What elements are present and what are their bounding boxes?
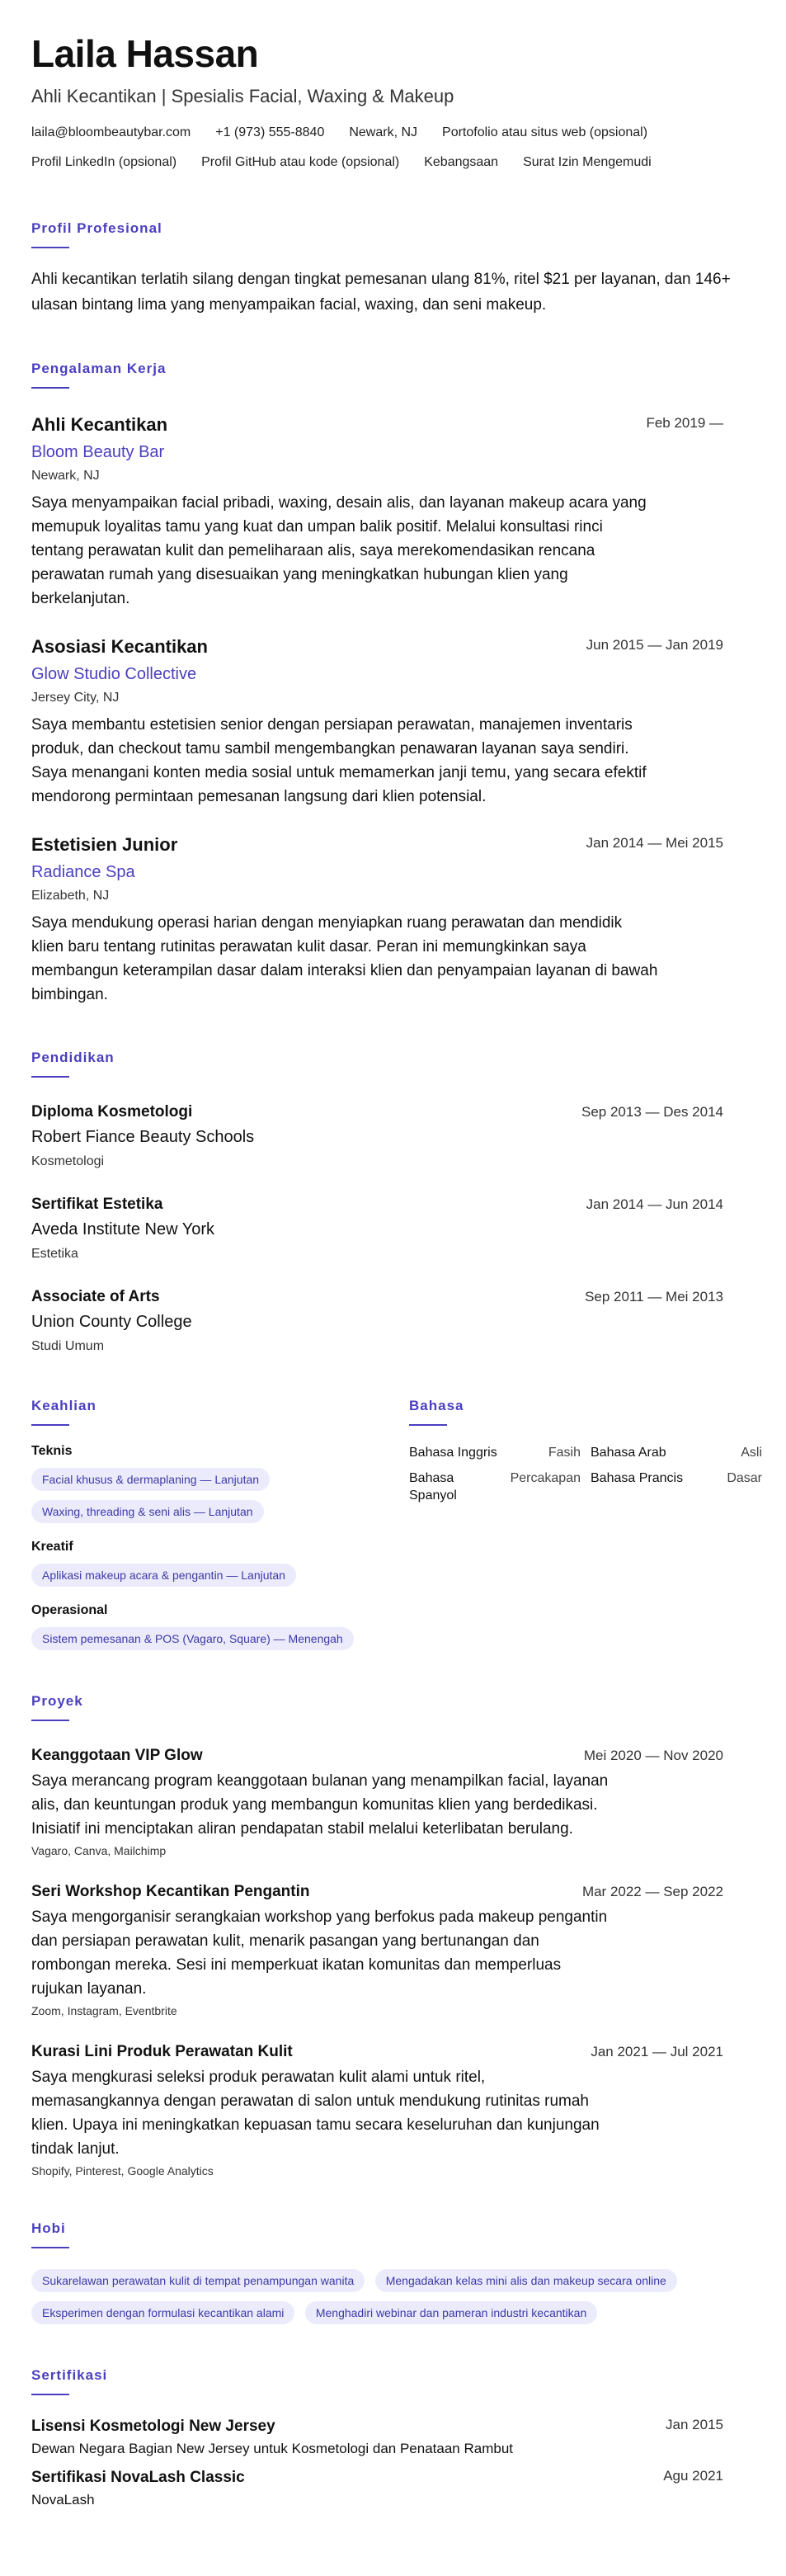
education-entry bbox=[31, 1102, 755, 1170]
skill-category-operational: Operasional bbox=[31, 1603, 108, 1617]
profile-section bbox=[31, 220, 755, 318]
language-name: Bahasa Inggris bbox=[409, 1446, 497, 1460]
project-name: Kurasi Lini Produk Perawatan Kulit bbox=[31, 2043, 293, 2060]
job-dates: Feb 2019 — bbox=[646, 415, 723, 431]
language-item bbox=[591, 1444, 762, 1461]
hobbies-section bbox=[31, 2220, 755, 2324]
section-title-experience: Pengalaman Kerja bbox=[31, 361, 167, 376]
school-name: Aveda Institute New York bbox=[31, 1220, 214, 1238]
skill-chip-row bbox=[31, 1491, 409, 1523]
certification-name: Lisensi Kosmetologi New Jersey bbox=[31, 2418, 275, 2435]
language-name: Bahasa Prancis bbox=[591, 1471, 684, 1485]
project-dates: Mar 2022 — Sep 2022 bbox=[581, 1884, 723, 1899]
language-name: Bahasa Spanyol bbox=[409, 1471, 457, 1503]
contact-phone[interactable]: +1 (973) 555-8840 bbox=[215, 125, 325, 139]
education-dates: Sep 2013 — Des 2014 bbox=[581, 1104, 723, 1120]
job-title: Ahli Kecantikan bbox=[31, 414, 168, 435]
section-title-education: Pendidikan bbox=[31, 1050, 115, 1065]
candidate-headline: Ahli Kecantikan | Spesialis Facial, Waxing & Makeup bbox=[31, 86, 454, 106]
field-of-study: Estetika bbox=[31, 1247, 78, 1261]
contact-drivers-license: Surat Izin Mengemudi bbox=[523, 155, 652, 169]
skill-chip: Facial khusus & dermaplaning — Lanjutan bbox=[31, 1468, 270, 1491]
contact-location: Newark, NJ bbox=[349, 125, 418, 139]
section-title-skills: Keahlian bbox=[31, 1398, 96, 1413]
section-title-languages: Bahasa bbox=[409, 1398, 464, 1413]
language-level: Fasih bbox=[548, 1446, 581, 1460]
project-dates: Jan 2021 — Jul 2021 bbox=[591, 2044, 723, 2059]
degree-title: Sertifikat Estetika bbox=[31, 1196, 163, 1213]
candidate-name: Laila Hassan bbox=[31, 32, 259, 75]
section-divider bbox=[31, 2394, 69, 2395]
certification-date: Jan 2015 bbox=[666, 2417, 723, 2432]
job-title: Estetisien Junior bbox=[31, 834, 178, 855]
section-title-profile: Profil Profesional bbox=[31, 220, 162, 236]
contact-github[interactable]: Profil GitHub atau kode (opsional) bbox=[201, 155, 400, 169]
certification-issuer: NovaLash bbox=[31, 2492, 95, 2508]
section-title-hobbies: Hobi bbox=[31, 2220, 66, 2236]
certification-name: Sertifikasi NovaLash Classic bbox=[31, 2469, 245, 2486]
section-divider bbox=[31, 1720, 69, 1721]
certification-issuer: Dewan Negara Bagian New Jersey untuk Kosmetologi dan Penataan Rambut bbox=[31, 2441, 514, 2456]
project-tools: Vagaro, Canva, Mailchimp bbox=[31, 1844, 167, 1857]
section-divider bbox=[409, 1424, 447, 1426]
project-description: Saya mengkurasi seleksi produk perawatan kulit alami untuk ritel, memasangkannya dengan perawatan di salon untuk mendukung rutinitas rumah klien. Upaya ini meningkatkan kepuasan tamu secara keseluruhan dan kunjungan tindak lanjut. bbox=[31, 2069, 600, 2158]
experience-entry bbox=[31, 635, 755, 809]
section-divider bbox=[31, 1424, 69, 1426]
skill-chip: Sistem pemesanan & POS (Vagaro, Square) — Menengah bbox=[31, 1627, 354, 1650]
skill-chip-row bbox=[31, 1459, 409, 1491]
section-divider bbox=[31, 247, 69, 248]
language-level: Percakapan bbox=[510, 1471, 581, 1485]
education-dates: Sep 2011 — Mei 2013 bbox=[585, 1289, 723, 1305]
hobby-chip: Eksperimen dengan formulasi kecantikan alami bbox=[31, 2301, 294, 2324]
certification-entry bbox=[31, 2417, 755, 2458]
language-item bbox=[409, 1470, 581, 1504]
education-entry bbox=[31, 1195, 755, 1262]
project-description: Saya merancang program keanggotaan bulanan yang menampilkan facial, layanan alis, dan keuntungan produk yang membangun komunitas klien yang berdedikasi. Inisiatif ini menciptakan aliran pendapatan stabil melalui keterlibatan berulang. bbox=[31, 1772, 609, 1838]
job-employer: Bloom Beauty Bar bbox=[31, 443, 165, 461]
experience-entry bbox=[31, 413, 755, 611]
section-divider bbox=[31, 387, 69, 389]
contact-nationality: Kebangsaan bbox=[424, 155, 499, 169]
job-description: Saya membantu estetisien senior dengan persiapan perawatan, manajemen inventaris produk, dan checkout tamu sambil mengembangkan penawaran layanan saya sendiri. Saya menangani konten media sosial untuk memamerkan janji temu, yang secara efektif mendorong permintaan pemesanan langsung dari klien potensial. bbox=[31, 716, 647, 805]
project-description: Saya mengorganisir serangkaian workshop yang berfokus pada makeup pengantin dan persiapan perawatan kulit, menarik pasangan yang bertunangan dan rombongan mereka. Sesi ini memperkuat ikatan komunitas dan memperluas rujukan layanan. bbox=[31, 1908, 608, 1998]
job-location: Elizabeth, NJ bbox=[31, 889, 110, 903]
job-employer: Glow Studio Collective bbox=[31, 665, 197, 683]
resume-header bbox=[31, 31, 755, 171]
contact-portfolio[interactable]: Portofolio atau situs web (opsional) bbox=[442, 125, 648, 139]
experience-entry bbox=[31, 833, 755, 1007]
education-entry bbox=[31, 1287, 755, 1355]
project-tools: Shopify, Pinterest, Google Analytics bbox=[31, 2164, 214, 2177]
profile-summary: Ahli kecantikan terlatih silang dengan tingkat pemesanan ulang 81%, ritel $21 per layanan, dan 146+ ulasan bintang lima yang menyampaikan facial, waxing, dan seni makeup. bbox=[31, 271, 731, 314]
job-description: Saya mendukung operasi harian dengan menyiapkan ruang perawatan dan mendidik klien baru tentang rutinitas perawatan kulit dasar. Peran ini memungkinkan saya membangun keterampilan dasar dalam interaksi klien dan penyampaian layanan di bawah bimbingan. bbox=[31, 914, 658, 1003]
hobby-list bbox=[31, 2260, 757, 2324]
school-name: Union County College bbox=[31, 1313, 192, 1331]
contact-list bbox=[31, 124, 757, 171]
language-grid bbox=[409, 1444, 762, 1504]
degree-title: Associate of Arts bbox=[31, 1288, 160, 1305]
contact-email[interactable]: laila@bloombeautybar.com bbox=[31, 125, 191, 139]
skill-chip-row bbox=[31, 1555, 409, 1587]
project-name: Seri Workshop Kecantikan Pengantin bbox=[31, 1883, 310, 1900]
school-name: Robert Fiance Beauty Schools bbox=[31, 1128, 255, 1146]
field-of-study: Studi Umum bbox=[31, 1339, 105, 1353]
language-level: Dasar bbox=[727, 1471, 762, 1485]
job-title: Asosiasi Kecantikan bbox=[31, 636, 208, 657]
job-description: Saya menyampaikan facial pribadi, waxing, desain alis, dan layanan makeup acara yang memupuk loyalitas tamu yang kuat dan umpan balik positif. Melalui konsultasi rinci tentang perawatan kulit dan pemeliharaan alis, saya merekomendasikan rencana perawatan rumah yang disesuaikan yang meningkatkan hubungan klien yang berkelanjutan. bbox=[31, 494, 647, 607]
projects-section bbox=[31, 1693, 755, 2177]
skill-chip: Waxing, threading & seni alis — Lanjutan bbox=[31, 1500, 264, 1523]
project-name: Keanggotaan VIP Glow bbox=[31, 1747, 203, 1764]
certifications-section bbox=[31, 2367, 755, 2509]
skill-category-creative: Kreatif bbox=[31, 1540, 73, 1554]
contact-linkedin[interactable]: Profil LinkedIn (opsional) bbox=[31, 155, 177, 169]
degree-title: Diploma Kosmetologi bbox=[31, 1103, 193, 1121]
skill-chip-row bbox=[31, 1618, 409, 1650]
section-title-certifications: Sertifikasi bbox=[31, 2367, 108, 2383]
section-divider bbox=[31, 2247, 69, 2248]
project-entry bbox=[31, 1746, 755, 1857]
languages-section bbox=[409, 1355, 762, 1650]
language-item bbox=[409, 1444, 581, 1461]
job-employer: Radiance Spa bbox=[31, 863, 135, 881]
project-entry bbox=[31, 1882, 755, 2017]
experience-section bbox=[31, 361, 755, 1007]
language-name: Bahasa Arab bbox=[591, 1446, 666, 1460]
education-dates: Jan 2014 — Jun 2014 bbox=[586, 1196, 723, 1212]
job-dates: Jun 2015 — Jan 2019 bbox=[586, 637, 723, 653]
job-location: Newark, NJ bbox=[31, 469, 100, 483]
language-level: Asli bbox=[741, 1446, 762, 1460]
section-title-projects: Proyek bbox=[31, 1693, 83, 1709]
skill-chip: Aplikasi makeup acara & pengantin — Lanjutan bbox=[31, 1564, 296, 1587]
job-location: Jersey City, NJ bbox=[31, 691, 120, 705]
skills-languages-row bbox=[31, 1355, 762, 1650]
project-entry bbox=[31, 2042, 755, 2177]
job-dates: Jan 2014 — Mei 2015 bbox=[586, 835, 723, 851]
hobby-chip: Sukarelawan perawatan kulit di tempat penampungan wanita bbox=[31, 2269, 365, 2292]
project-tools: Zoom, Instagram, Eventbrite bbox=[31, 2004, 177, 2017]
education-section bbox=[31, 1050, 755, 1355]
language-item bbox=[591, 1470, 762, 1504]
hobby-chip: Menghadiri webinar dan pameran industri kecantikan bbox=[305, 2301, 597, 2324]
project-dates: Mei 2020 — Nov 2020 bbox=[583, 1748, 723, 1763]
certification-date: Agu 2021 bbox=[663, 2468, 723, 2484]
certification-entry bbox=[31, 2468, 755, 2509]
section-divider bbox=[31, 1076, 69, 1078]
skills-section bbox=[31, 1355, 409, 1650]
hobby-chip: Mengadakan kelas mini alis dan makeup secara online bbox=[375, 2269, 677, 2292]
field-of-study: Kosmetologi bbox=[31, 1154, 105, 1168]
skill-category-technical: Teknis bbox=[31, 1444, 73, 1458]
